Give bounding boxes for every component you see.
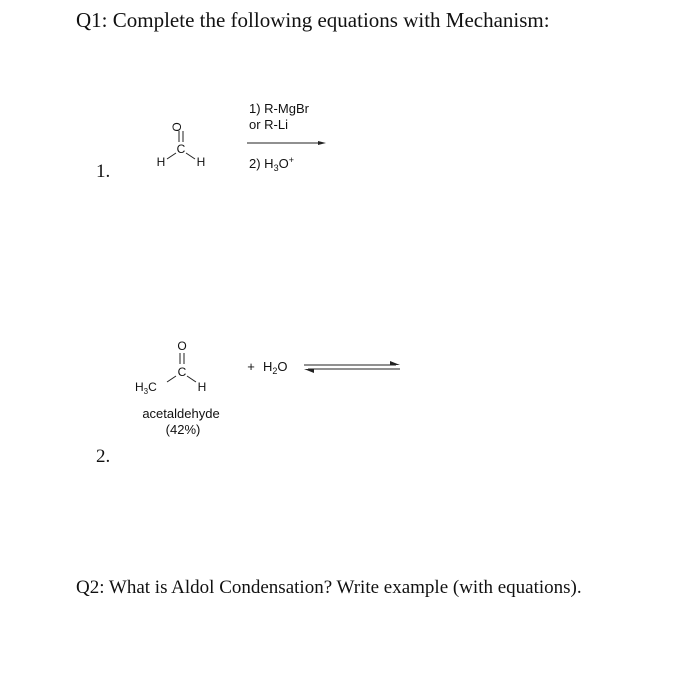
equilibrium-arrow-bottom-head xyxy=(304,369,314,373)
equilibrium-arrow-top-head xyxy=(390,361,400,365)
methyl-group: $H_3C$ xyxy=(135,380,157,396)
reagent-line-1: 1) R-MgBr xyxy=(249,101,309,116)
ch-bond-left xyxy=(167,153,176,159)
item-number-1: 1. xyxy=(96,161,111,182)
reaction-1-conditions xyxy=(247,101,326,173)
formaldehyde-oxygen: O xyxy=(170,122,184,132)
question-2-title: Q2: What is Aldol Condensation? Write example (with equations). xyxy=(76,577,582,598)
question-1-title: Q1: Complete the following equations with Mechanism: xyxy=(76,8,550,32)
reaction-2-reagents xyxy=(247,359,400,376)
ch-bond-2 xyxy=(187,376,196,382)
acetaldehyde-h-right: H xyxy=(197,380,207,394)
compound-name: acetaldehyde xyxy=(142,406,220,421)
ch-bond-right xyxy=(186,153,195,159)
formaldehyde-structure xyxy=(157,122,206,169)
formaldehyde-h-left: H xyxy=(156,155,166,169)
acetaldehyde-carbon: C xyxy=(177,365,187,379)
reagent-line-2: or R-Li xyxy=(249,117,289,132)
water-formula: $H_2O$ xyxy=(263,359,288,376)
compound-yield: (42%) xyxy=(165,422,201,437)
acetaldehyde-structure xyxy=(135,339,220,437)
reaction-arrow-1-head xyxy=(318,141,326,145)
acetaldehyde-oxygen: O xyxy=(177,339,187,353)
plus-sign: + xyxy=(247,359,255,374)
formaldehyde-h-right: H xyxy=(196,155,206,169)
workup-step: 2) $H_3O^+$ xyxy=(249,155,294,173)
item-number-2: 2. xyxy=(96,446,111,467)
formaldehyde-carbon: C xyxy=(176,142,186,156)
cc-bond xyxy=(167,376,176,382)
